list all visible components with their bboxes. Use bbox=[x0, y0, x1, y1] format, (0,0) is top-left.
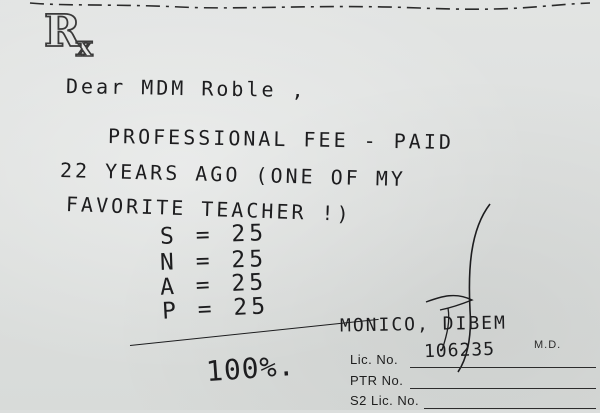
rx-logo-icon bbox=[42, 6, 106, 62]
s2-lic-no-field bbox=[350, 393, 600, 413]
grade-letter: N bbox=[159, 249, 179, 276]
svg-text:R: R bbox=[44, 6, 81, 57]
greeting-line: Dear MDM Roble , bbox=[65, 74, 307, 103]
rx-logo-text: Rx bbox=[42, 6, 44, 7]
grade-row-p: P = 25 bbox=[161, 293, 270, 325]
grade-letter: A bbox=[159, 273, 179, 301]
ptr-no-field bbox=[350, 373, 600, 393]
svg-text:x: x bbox=[76, 30, 93, 62]
note-line-2: 22 YEARS AGO (ONE OF MY bbox=[59, 158, 407, 192]
grade-value: 25 bbox=[230, 269, 268, 298]
total-score: 100%. bbox=[204, 348, 297, 389]
grade-row-s: S = 25 bbox=[159, 220, 268, 250]
ptr-no-line bbox=[410, 388, 596, 389]
grade-value: 25 bbox=[230, 246, 268, 274]
lic-no-line bbox=[410, 367, 596, 368]
lic-no-label: Lic. No. bbox=[350, 352, 399, 367]
md-suffix: M.D. bbox=[534, 339, 562, 351]
grade-letter: S bbox=[159, 223, 179, 250]
lic-no-value: 106235 bbox=[423, 338, 496, 363]
grade-row-n: N = 25 bbox=[159, 246, 268, 276]
grade-letter: P bbox=[161, 297, 181, 325]
s2-lic-no-label: S2 Lic. No. bbox=[350, 393, 420, 408]
doctor-signature: MONICO, DIBEM bbox=[339, 312, 508, 337]
grade-row-a: A = 25 bbox=[159, 269, 268, 301]
note-line-3: FAVORITE TEACHER !) bbox=[65, 192, 353, 226]
grade-value: 25 bbox=[230, 220, 268, 248]
grade-value: 25 bbox=[232, 293, 270, 322]
s2-lic-no-line bbox=[424, 408, 596, 409]
ptr-no-label: PTR No. bbox=[350, 373, 404, 388]
note-line-1: PROFESSIONAL FEE - PAID bbox=[107, 124, 455, 155]
